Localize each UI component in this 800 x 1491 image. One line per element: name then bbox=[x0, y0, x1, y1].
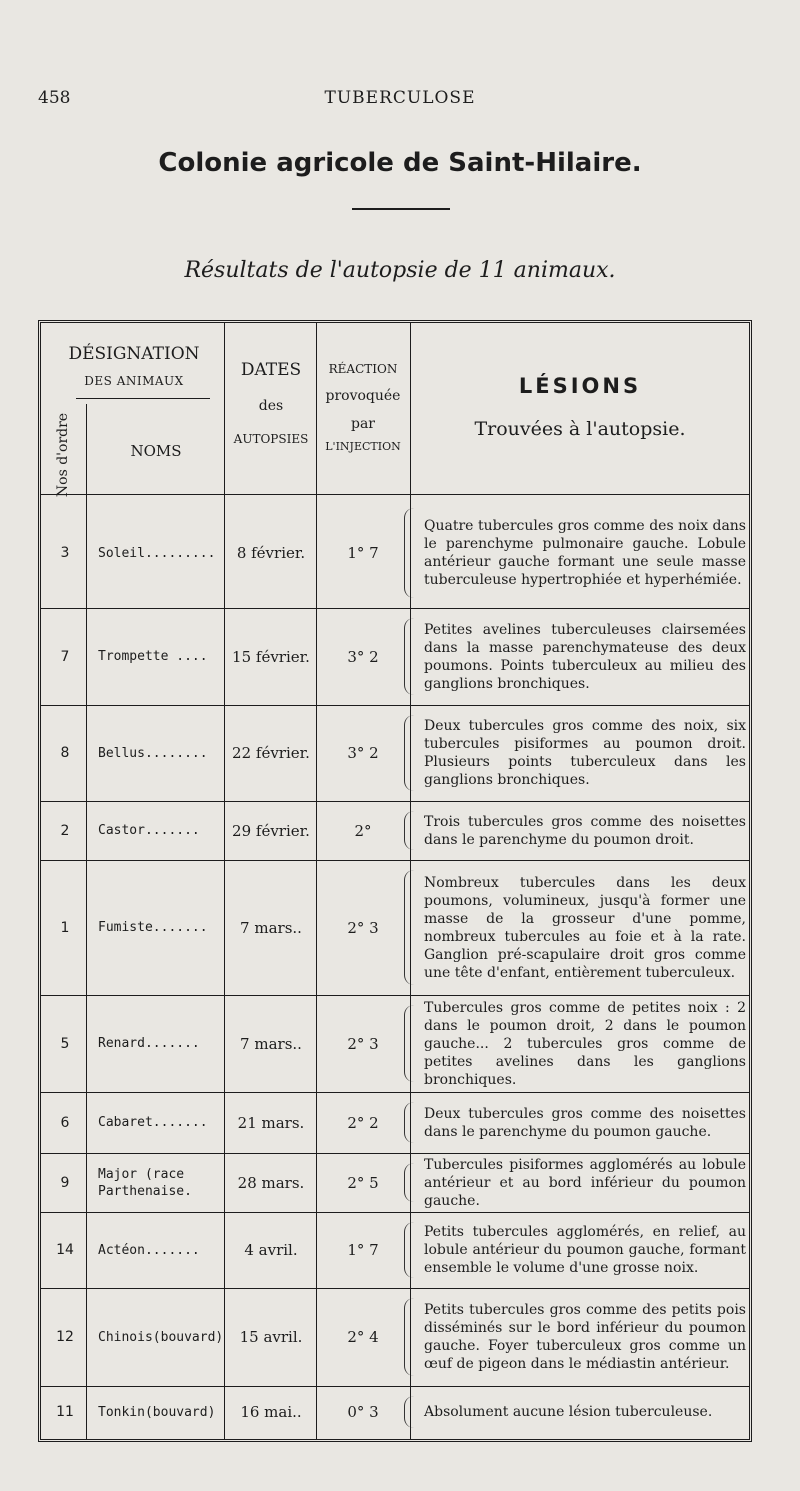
row-date bbox=[228, 1212, 314, 1288]
header-par: par bbox=[350, 416, 375, 432]
row-date-text: 21 mars. bbox=[237, 1113, 305, 1132]
row-lesions bbox=[424, 995, 746, 1092]
row-ordre bbox=[44, 1092, 86, 1153]
row-reaction bbox=[318, 1212, 408, 1288]
row-date-text: 7 mars.. bbox=[240, 1034, 302, 1053]
row-nom bbox=[98, 860, 222, 995]
row-nom bbox=[98, 1212, 222, 1288]
row-reaction bbox=[318, 1092, 408, 1153]
header-reaction: RÉACTION bbox=[328, 362, 398, 376]
row-date-text: 22 février. bbox=[232, 744, 310, 762]
row-ordre-text: 14 bbox=[56, 1242, 74, 1258]
row-nom-text: Soleil......... bbox=[98, 545, 216, 561]
row-ordre bbox=[44, 705, 86, 801]
row-reaction-text: 1° 7 bbox=[347, 1241, 379, 1259]
row-ordre-text: 11 bbox=[56, 1404, 74, 1420]
row-brace bbox=[404, 1163, 419, 1202]
row-ordre-text: 2 bbox=[60, 822, 70, 839]
header-designation-sub: DES ANIMAUX bbox=[84, 374, 184, 388]
row-date bbox=[228, 1386, 314, 1438]
row-lesions-text: Tubercules gros comme de petites noix : 2 dans le poumon droit, 2 dans le poumon gauche... 2 tubercules gros comme de petites avelines dans les ganglions bronchiques. bbox=[424, 999, 746, 1088]
row-ordre bbox=[44, 801, 86, 860]
row-lesions-text: Nombreux tubercules dans les deux poumons, volumineux, jusqu'à former une masse de la grosseur d'une pomme, nombreux tubercules au foie et à la rate. Ganglion pré-scapulaire droit gros comme une tête d'enfant, entièrement tuberculeux. bbox=[424, 874, 746, 981]
column-divider bbox=[86, 404, 87, 1439]
row-lesions-text: Tubercules pisiformes agglomérés au lobule antérieur et au bord inférieur du poumon gauche. bbox=[424, 1156, 746, 1209]
row-lesions bbox=[424, 498, 746, 608]
row-date-text: 15 avril. bbox=[239, 1328, 303, 1346]
row-nom-text: Renard....... bbox=[98, 1036, 200, 1051]
row-lesions bbox=[424, 1212, 746, 1288]
row-date bbox=[228, 1288, 314, 1386]
header-dates: DATES bbox=[240, 360, 302, 380]
row-ordre-text: 1 bbox=[60, 919, 70, 936]
row-date-text: 28 mars. bbox=[237, 1173, 305, 1192]
row-brace bbox=[404, 1396, 419, 1428]
row-date bbox=[228, 498, 314, 608]
row-reaction bbox=[318, 801, 408, 860]
row-lesions-text: Deux tubercules gros comme des noisettes dans le parenchyme du poumon gauche. bbox=[424, 1105, 746, 1140]
row-nom-text: Actéon....... bbox=[98, 1242, 200, 1258]
row-nom bbox=[98, 1092, 222, 1153]
row-reaction-text: 3° 2 bbox=[347, 744, 379, 762]
row-ordre bbox=[44, 1212, 86, 1288]
column-divider bbox=[316, 323, 317, 1439]
row-lesions-text: Petites avelines tuberculeuses clairsemées dans la masse parenchymateuse des deux poumons. Points tuberculeux au milieu des ganglions bronchiques. bbox=[424, 621, 746, 692]
row-reaction bbox=[318, 1153, 408, 1212]
header-injection: L'INJECTION bbox=[325, 440, 401, 453]
row-lesions bbox=[424, 1386, 746, 1438]
row-brace bbox=[404, 1298, 419, 1376]
row-ordre bbox=[44, 1386, 86, 1438]
row-nom bbox=[98, 705, 222, 801]
row-reaction-text: 2° 3 bbox=[347, 918, 379, 937]
row-reaction-text: 3° 2 bbox=[347, 647, 379, 666]
row-date bbox=[228, 1092, 314, 1153]
row-date bbox=[228, 1153, 314, 1212]
header-designation: DÉSIGNATION bbox=[68, 344, 200, 364]
row-brace bbox=[404, 1102, 419, 1143]
row-nom bbox=[98, 1288, 222, 1386]
row-ordre-text: 9 bbox=[60, 1174, 70, 1191]
header-autopsies: AUTOPSIES bbox=[233, 432, 309, 446]
row-ordre-text: 12 bbox=[56, 1329, 74, 1345]
header-provoquee: provoquée bbox=[325, 388, 401, 404]
row-brace bbox=[404, 508, 419, 598]
row-nom bbox=[98, 1386, 222, 1438]
row-ordre-text: 5 bbox=[60, 1035, 70, 1052]
row-date-text: 16 mai.. bbox=[240, 1403, 302, 1421]
row-lesions bbox=[424, 1153, 746, 1212]
row-reaction-text: 0° 3 bbox=[347, 1403, 379, 1421]
row-lesions bbox=[424, 860, 746, 995]
row-lesions bbox=[424, 705, 746, 801]
row-brace bbox=[404, 618, 419, 695]
row-nom bbox=[98, 995, 222, 1092]
header-dates-des: des bbox=[258, 398, 284, 414]
row-nom bbox=[98, 608, 222, 705]
row-brace bbox=[404, 811, 419, 850]
row-reaction-text: 2° 5 bbox=[347, 1173, 379, 1192]
row-nom bbox=[98, 801, 222, 860]
row-date bbox=[228, 801, 314, 860]
row-ordre-text: 7 bbox=[60, 648, 70, 665]
row-lesions bbox=[424, 1092, 746, 1153]
row-ordre-text: 3 bbox=[60, 545, 70, 561]
row-ordre bbox=[44, 608, 86, 705]
row-ordre bbox=[44, 498, 86, 608]
row-nom-text: Tonkin(bouvard) bbox=[98, 1404, 216, 1420]
row-reaction-text: 2° 2 bbox=[347, 1113, 379, 1132]
row-date bbox=[228, 860, 314, 995]
row-brace bbox=[404, 715, 419, 791]
title-rule bbox=[352, 208, 450, 210]
row-lesions bbox=[424, 801, 746, 860]
row-lesions-text: Trois tubercules gros comme des noisettes dans le parenchyme du poumon droit. bbox=[424, 813, 746, 848]
row-brace bbox=[404, 870, 419, 985]
row-lesions bbox=[424, 608, 746, 705]
page-title: Colonie agricole de Saint-Hilaire. bbox=[158, 148, 642, 178]
page-subtitle: Résultats de l'autopsie de 11 animaux. bbox=[184, 258, 616, 283]
header-lesions: LÉSIONS bbox=[518, 374, 642, 398]
row-date bbox=[228, 995, 314, 1092]
header-noms: NOMS bbox=[130, 442, 182, 460]
running-title: TUBERCULOSE bbox=[324, 88, 476, 108]
row-reaction bbox=[318, 995, 408, 1092]
row-nom-text: Castor....... bbox=[98, 823, 200, 838]
row-ordre bbox=[44, 1153, 86, 1212]
row-lesions-text: Petits tubercules agglomérés, en relief, au lobule antérieur du poumon gauche, formant ensemble le volume d'une grosse noix. bbox=[424, 1224, 746, 1276]
row-nom-text: Bellus........ bbox=[98, 745, 208, 761]
row-reaction bbox=[318, 860, 408, 995]
header-ordre bbox=[48, 412, 78, 498]
row-reaction-text: 2° 3 bbox=[347, 1034, 379, 1053]
row-ordre-text: 6 bbox=[60, 1114, 70, 1131]
row-ordre bbox=[44, 860, 86, 995]
row-lesions-text: Quatre tubercules gros comme des noix dans le parenchyme pulmonaire gauche. Lobule antérieur gauche formant une seule masse tuberculeuse hypertrophiée et hyperhémiée. bbox=[424, 518, 746, 588]
row-ordre bbox=[44, 1288, 86, 1386]
row-reaction bbox=[318, 1386, 408, 1438]
row-date-text: 7 mars.. bbox=[240, 918, 302, 937]
row-lesions-text: Petits tubercules gros comme des petits pois disséminés sur le bord inférieur du poumon gauche. Foyer tuberculeux gros comme un œuf de pigeon dans le médiastin antérieur. bbox=[424, 1302, 746, 1372]
row-reaction bbox=[318, 705, 408, 801]
row-date-text: 29 février. bbox=[232, 821, 310, 840]
row-reaction-text: 2° bbox=[354, 821, 372, 840]
row-nom-text: Chinois(bouvard) bbox=[98, 1329, 224, 1345]
row-date bbox=[228, 608, 314, 705]
header-separator bbox=[41, 494, 749, 495]
row-nom bbox=[98, 498, 222, 608]
row-nom-text: Fumiste....... bbox=[98, 920, 208, 935]
row-brace bbox=[404, 1005, 419, 1082]
row-lesions bbox=[424, 1288, 746, 1386]
row-nom-text: Trompette .... bbox=[98, 649, 208, 664]
row-reaction bbox=[318, 498, 408, 608]
row-lesions-text: Absolument aucune lésion tuberculeuse. bbox=[424, 1404, 713, 1420]
row-reaction bbox=[318, 1288, 408, 1386]
row-nom-text: Cabaret....... bbox=[98, 1115, 208, 1130]
row-ordre bbox=[44, 995, 86, 1092]
row-date bbox=[228, 705, 314, 801]
header-lesions-sub: Trouvées à l'autopsie. bbox=[474, 418, 686, 440]
row-nom-text: Major (race Parthenaise. bbox=[98, 1166, 192, 1199]
column-divider bbox=[224, 323, 225, 1439]
row-lesions-text: Deux tubercules gros comme des noix, six tubercules pisiformes au poumon droit. Plusieurs points tuberculeux dans les ganglions bronchiques. bbox=[424, 718, 746, 788]
row-nom bbox=[98, 1153, 222, 1212]
header-rule bbox=[76, 398, 210, 399]
row-reaction-text: 2° 4 bbox=[347, 1328, 379, 1346]
row-reaction-text: 1° 7 bbox=[347, 544, 379, 562]
page-number: 458 bbox=[38, 88, 71, 108]
row-date-text: 8 février. bbox=[236, 544, 306, 562]
row-reaction bbox=[318, 608, 408, 705]
row-brace bbox=[404, 1222, 419, 1278]
header-ordre-label: Nos d'ordre bbox=[55, 412, 71, 498]
row-ordre-text: 8 bbox=[60, 745, 70, 761]
row-date-text: 15 février. bbox=[232, 647, 310, 666]
row-date-text: 4 avril. bbox=[244, 1241, 298, 1259]
